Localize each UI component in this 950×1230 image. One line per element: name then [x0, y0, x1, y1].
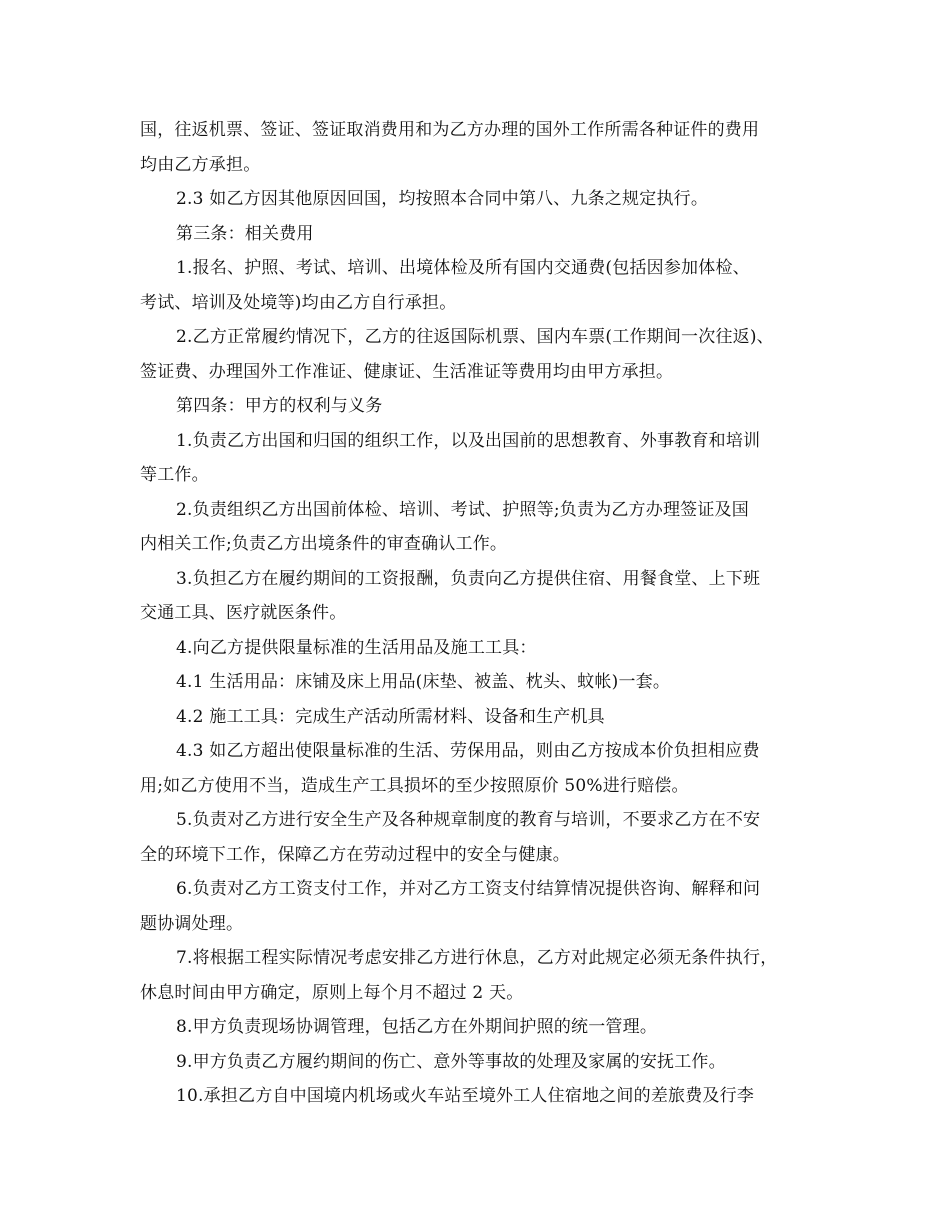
document-text-line: 7.将根据工程实际情况考虑安排乙方进行休息，乙方对此规定必须无条件执行， [176, 948, 778, 968]
document-text-line: 2.3 如乙方因其他原因回国，均按照本合同中第八、九条之规定执行。 [176, 189, 709, 209]
document-text-line: 4.向乙方提供限量标准的生活用品及施工工具： [176, 637, 537, 658]
document-text-line: 均由乙方承担。 [140, 154, 261, 175]
document-text-line: 8.甲方负责现场协调管理，包括乙方在外期间护照的统一管理。 [176, 1017, 658, 1037]
document-text-line: 考试、培训及处境等)均由乙方自行承担。 [140, 292, 457, 313]
document-text-line: 2.乙方正常履约情况下，乙方的往返国际机票、国内车票(工作期间一次往返)、 [176, 327, 774, 347]
document-text-line: 等工作。 [140, 465, 209, 485]
document-text-line: 4.2 施工工具：完成生产活动所需材料、设备和生产机具 [176, 706, 605, 727]
document-text-line: 9.甲方负责乙方履约期间的伤亡、意外等事故的处理及家属的安抚工作。 [176, 1051, 726, 1072]
document-text-line: 休息时间由甲方确定，原则上每个月不超过 2 天。 [140, 982, 524, 1003]
document-text-line: 题协调处理。 [140, 913, 244, 934]
document-text-line: 签证费、办理国外工作准证、健康证、生活准证等费用均由甲方承担。 [140, 361, 674, 382]
document-text-line: 10.承担乙方自中国境内机场或火车站至境外工人住宿地之间的差旅费及行李 [176, 1086, 755, 1106]
document-text-line: 2.负责组织乙方出国前体检、培训、考试、护照等;负责为乙方办理签证及国 [176, 499, 749, 520]
document-text-line: 4.1 生活用品：床铺及床上用品(床垫、被盖、枕头、蚊帐)一套。 [176, 672, 671, 692]
document-text-line: 内相关工作;负责乙方出境条件的审查确认工作。 [140, 534, 508, 554]
document-text-line: 1.报名、护照、考试、培训、出境体检及所有国内交通费(包括因参加体检、 [176, 258, 750, 278]
document-text-line: 5.负责对乙方进行安全生产及各种规章制度的教育与培训，不要求乙方在不安 [176, 810, 761, 830]
document-text-line: 第三条：相关费用 [176, 223, 314, 244]
document-text-line: 全的环境下工作，保障乙方在劳动过程中的安全与健康。 [140, 844, 570, 865]
document-body [140, 113, 820, 1114]
document-text-line: 国，往返机票、签证、签证取消费用和为乙方办理的国外工作所需各种证件的费用 [140, 120, 760, 140]
document-text-line: 第四条：甲方的权利与义务 [176, 396, 383, 416]
document-text-line: 4.3 如乙方超出使限量标准的生活、劳保用品，则由乙方按成本价负担相应费 [176, 741, 760, 761]
document-text-line: 交通工具、医疗就医条件。 [140, 603, 347, 623]
document-text-line: 用;如乙方使用不当，造成生产工具损坏的至少按照原价 50%进行赔偿。 [140, 775, 689, 796]
document-text-line: 6.负责对乙方工资支付工作，并对乙方工资支付结算情况提供咨询、解释和问 [176, 879, 761, 899]
document-text-line: 1.负责乙方出国和归国的组织工作，以及出国前的思想教育、外事教育和培训 [176, 430, 761, 451]
document-text-line: 3.负担乙方在履约期间的工资报酬，负责向乙方提供住宿、用餐食堂、上下班 [176, 568, 761, 589]
